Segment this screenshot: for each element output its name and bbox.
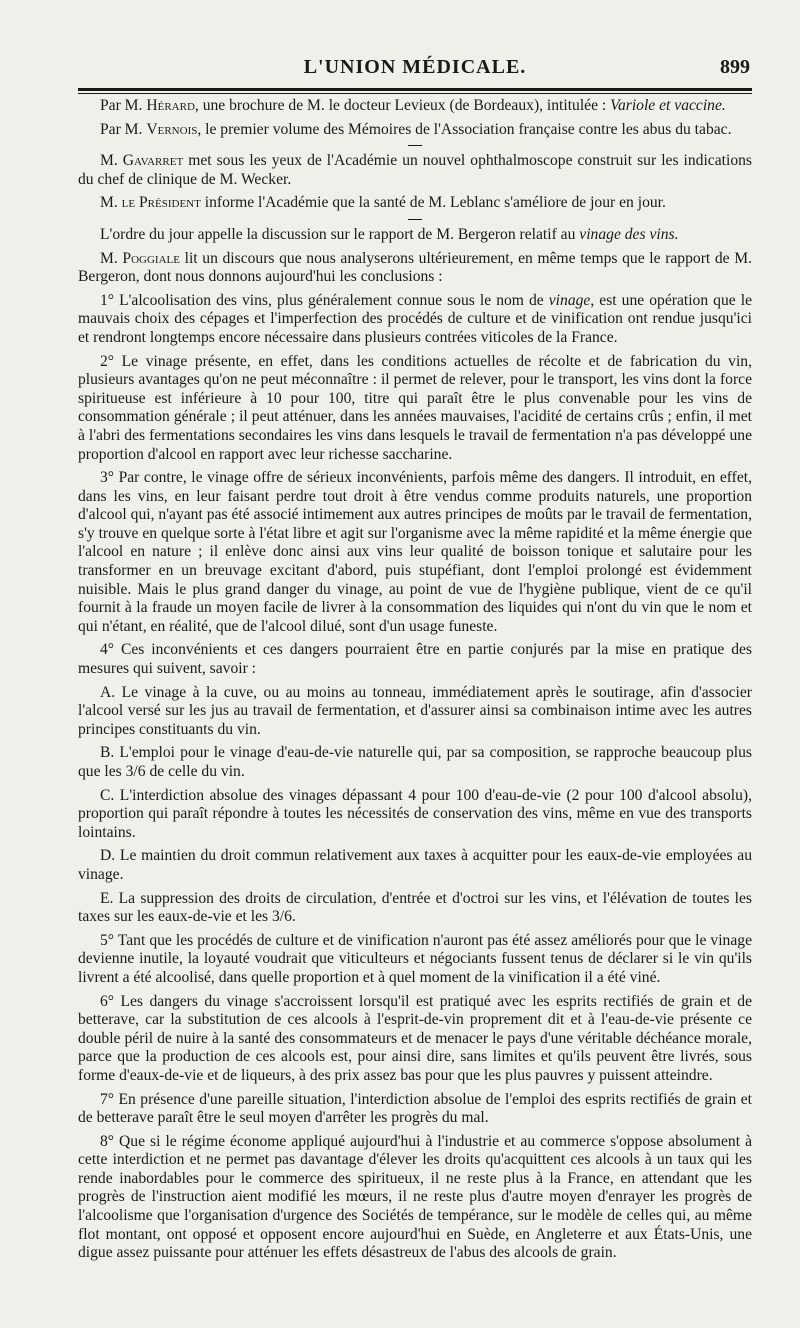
paragraph-vernois: Par M. Vernois, le premier volume des Mémoires de l'Association française contre les abus du tabac. (100, 120, 732, 138)
conclusion-7: 7° En présence d'une pareille situation, l'interdiction absolue de l'emploi des esprits rectifiés de grain et de betterave paraît être le seul moyen d'arrêter les progrès du mal. (78, 1090, 752, 1127)
section-separator (408, 145, 422, 146)
article-body (78, 97, 752, 1263)
paragraph-herard: Par M. Hérard, une brochure de M. le docteur Levieux (de Bordeaux), intitulée : Variole et vaccine. (100, 97, 726, 114)
author-name: Gavarret (122, 152, 184, 170)
paragraph-ordre-du-jour: L'ordre du jour appelle la discussion sur le rapport de M. Bergeron relatif au vinage des vins. (100, 225, 679, 243)
author-name: Vernois (146, 120, 198, 138)
measure-b: B. L'emploi pour le vinage d'eau-de-vie naturelle qui, par sa composition, se rapproche beaucoup plus que les 3/6 de celle du vin. (78, 744, 752, 780)
conclusion-2: 2° Le vinage présente, en effet, dans les conditions actuelles de récolte et de fabrication du vin, plusieurs avantages qu'on ne peut méconnaître : il permet de relever, pour le transport, les vins dont la force spiritueuse est inférieure à 10 pour 100, titre qui paraît être le plus convenable pour les vins de consommation générale ; il peut atténuer, dans les années mauvaises, l'acidité de certains crûs ; enfin, il met à l'abri des fermentations secondaires les vins dans lesquels le travail de fermentation n'a pas développé une proportion d'alcool en rapport avec leur richesse saccharine. (78, 352, 752, 463)
conclusion-4: 4° Ces inconvénients et ces dangers pourraient être en partie conjurés par la mise en pratique des mesures qui suivent, savoir : (78, 641, 752, 678)
paragraph-president: M. le Président informe l'Académie que la santé de M. Leblanc s'améliore de jour en jour. (100, 194, 666, 212)
conclusion-6: 6° Les dangers du vinage s'accroissent lorsqu'il est pratiqué avec les esprits rectifiés de grain et de betterave, car la substitution de ces alcools à l'esprit-de-vin proprement dit et à l'eau-de-vie présente ce double péril de nuire à la santé des consommateurs et de menacer le pays d'une véritable déchéance morale, parce que la production de ces alcools est, pour ainsi dire, sans limites et qu'ils peuvent être livrés, sous forme d'eaux-de-vie et de liqueurs, à des prix assez bas pour que les plus pauvres y puissent atteindre. (78, 992, 752, 1084)
header-rule-thick (78, 88, 752, 91)
measure-d: D. Le maintien du droit commun relativement aux taxes à acquitter pour les eaux-de-vie employées au vinage. (78, 847, 752, 883)
topic-title: vinage des vins. (579, 225, 679, 243)
conclusion-3: 3° Par contre, le vinage offre de sérieux inconvénients, parfois même des dangers. Il introduit, en effet, dans les vins, en leur faisant perdre tout droit à être vendus comme produits naturels, une proportion d'alcool qui, n'ayant pas été associé intimement aux autres principes de moûts par le travail de fermentation, s'y trouve en quelque sorte à l'état libre et agit sur l'organisme avec la même rapidité et la même énergie que l'alcool en nature ; il enlève donc ainsi aux vins leur qualité de boisson tonique et salutaire pour les transformer en un breuvage excitant d'abord, puis stupéfiant, dont l'emploi prolongé est évidemment nuisible. Mais le plus grand danger du vinage, au point de vue de l'hygiène publique, vient de ce qu'il fournit à la fraude un moyen facile de livrer à la consommation des liquides qui n'ont du vin que le nom et qui n'étant, en réalité, que de l'alcool dilué, sont d'un usage funeste. (78, 469, 752, 635)
page-number: 899 (720, 56, 750, 78)
header-rule-thin (78, 93, 752, 94)
journal-title: L'UNION MÉDICALE. (303, 56, 527, 78)
running-header (78, 52, 752, 86)
author-name: le Président (121, 194, 201, 212)
measure-c: C. L'interdiction absolue des vinages dépassant 4 pour 100 d'eau-de-vie (2 pour 100 d'alcool absolu), proportion qui paraît répondre à toutes les nécessités de conservation des vins, même en vue des transports lointains. (78, 786, 752, 841)
author-name: Hérard (146, 97, 195, 114)
book-title: Variole et vaccine. (610, 97, 726, 114)
conclusion-5: 5° Tant que les procédés de culture et de vinification n'auront pas été assez améliorés pour que le vinage devienne inutile, la loyauté voudrait que viticulteurs et négociants fussent tenus de déclarer si le vin qu'ils livrent a été alcoolisé, dans quelle proportion et à quel moment de la vinification il a été viné. (78, 931, 752, 986)
conclusion-8: 8° Que si le régime économe appliqué aujourd'hui à l'industrie et au commerce s'oppose absolument à cette interdiction et ne permet pas davantage d'élever les droits qu'acquittent ces alcools à un taux qui les rende inabordables pour le commerce des spiritueux, il ne reste plus à la France, en attendant que les progrès de l'instruction aient modifié les mœurs, il ne reste plus d'autre moyen d'enrayer les progrès de l'alcoolisme que l'organisation d'urgence des Sociétés de tempérance, sur le modèle de celles qui, au même flot montant, ont opposé et opposent encore aujourd'hui en Suède, en Angleterre et aux États-Unis, une digue assez puissante pour atténuer les effets désastreux de l'abus des alcools de grain. (78, 1132, 752, 1262)
conclusion-1: 1° L'alcoolisation des vins, plus généralement connue sous le nom de vinage, est une opération que le mauvais choix des cépages et l'imperfection des procédés de culture et de vinification ont rendue jusqu'ici et rendront longtemps encore nécessaire dans plusieurs contrées viticoles de la France. (78, 291, 753, 346)
paragraph-gavarret: M. Gavarret met sous les yeux de l'Académie un nouvel ophthalmoscope construit sur les indications du chef de clinique de M. Wecker. (78, 152, 752, 188)
paragraph-poggiale: M. Poggiale lit un discours que nous analyserons ultérieurement, en même temps que le rapport de M. Bergeron, dont nous donnons aujourd'hui les conclusions : (78, 249, 753, 286)
measure-e: E. La suppression des droits de circulation, d'entrée et d'octroi sur les vins, et l'élévation de toutes les taxes sur les eaux-de-vie et les 3/6. (78, 889, 752, 926)
author-name: Poggiale (122, 249, 180, 267)
measure-a: A. Le vinage à la cuve, ou au moins au tonneau, immédiatement après le soutirage, afin d'associer l'alcool versé sur les jus au travail de fermentation, et d'assurer ainsi sa combinaison intime avec les autres principes constituants du vin. (78, 683, 752, 738)
section-separator (408, 219, 422, 220)
